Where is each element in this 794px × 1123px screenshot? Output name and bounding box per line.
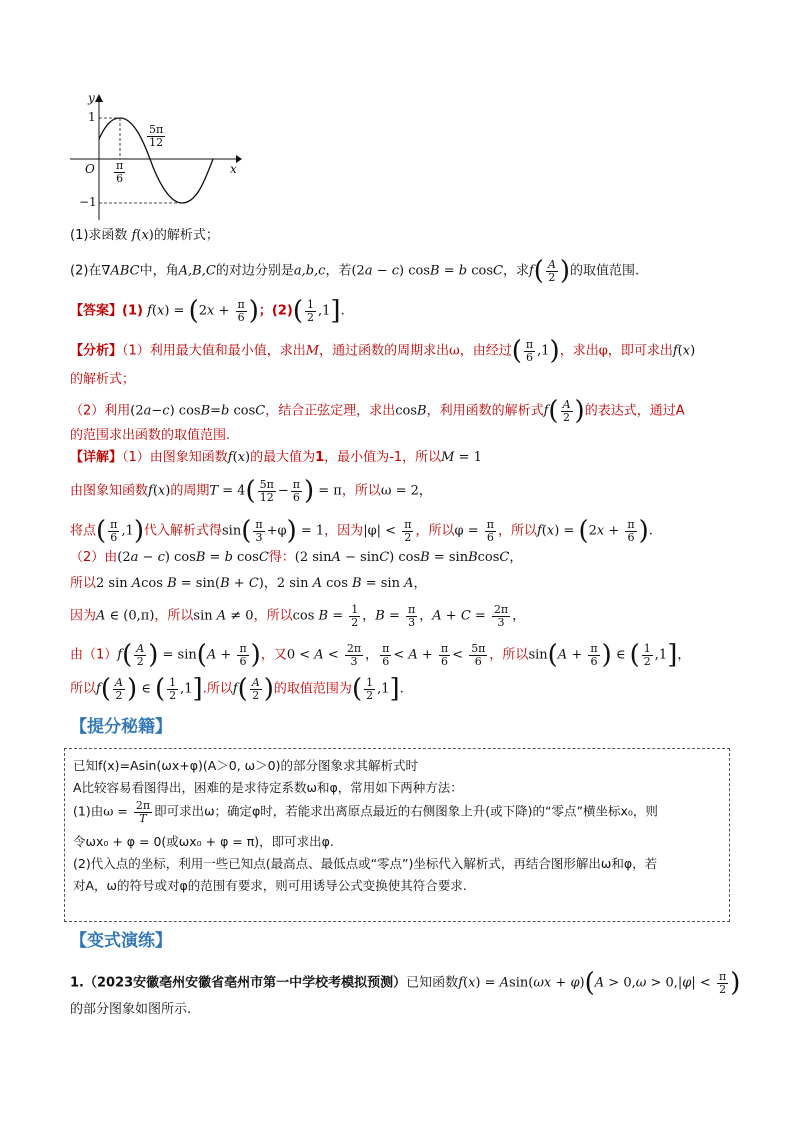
detail-line-1: 【详解】（1）由图象知函数f(x)的最大值为1，最小值为-1，所以M = 1 [70, 450, 482, 465]
analysis-10: 的表达式，通过A [584, 403, 685, 419]
frac-num: π [116, 159, 124, 172]
q2-b: 中，角 [139, 263, 179, 279]
detail-22: 所以 [70, 681, 97, 697]
detail-label: 【详解】 [70, 450, 123, 465]
q1-tail: 的解析式； [153, 228, 219, 243]
detail-10: ，因为 [324, 523, 364, 539]
variant-heading: 【变式演练】 [70, 931, 172, 951]
tips-line-2: A比较容易看图得出，困难的是求待定系数ω和φ，常用如下两种方法： [73, 780, 463, 795]
detail-line-3: 将点( $\frac{\pi}{6}$ ,1)代入解析式得sin( $\frac{\pi}{3}$ +φ) = 1，因为|φ| < $\frac{\pi}{2}$ ，所以φ = $\frac{\pi}{6}$ ，所以f(x) = (2x + $\frac{\pi}{6}$ ). [70, 516, 653, 546]
answer-line: 【答案】(1) f(x) = (2x + $\frac{\pi}{6}$ )；(2)( $\frac{1}{2}$ ,1]. [70, 296, 345, 326]
analysis-3: ，由经过 [459, 343, 512, 359]
analysis-label: 【分析】 [70, 343, 123, 359]
frac-num: 5π [149, 123, 164, 136]
answer-label: 【答案】 [70, 303, 123, 319]
detail-line-2: 由图象知函数f(x)的周期T = 4( $\frac{5\pi}{12}$ − $\frac{\pi}{6}$ ) = π，所以ω = 2， [70, 476, 432, 506]
analysis-9: ，利用函数的解析式 [426, 403, 544, 419]
detail-12: ，所以 [497, 523, 537, 539]
detail-24: 的取值范围为 [273, 681, 352, 697]
analysis-1: （1）利用最大值和最小值，求出 [122, 343, 306, 359]
graph-y-label: y [88, 91, 95, 105]
tips-heading: 【提分秘籍】 [70, 717, 172, 737]
analysis-4: ，求出 [559, 343, 599, 359]
detail-line-5: 所以2 sin Acos B = sin(B + C)，2 sin A cos B = sin A， [70, 576, 427, 591]
tips-line-3: (1)由ω = $\frac{2\pi}{T}$ 即可求出ω；确定φ时，若能求出离原点最近的右侧图象上升(或下降)的“零点”横坐标x₀，则 [73, 799, 658, 825]
detail-line-8: 所以f( $\frac{A}{2}$ ) ∈ ( $\frac{1}{2}$ ,1].所以f( $\frac{A}{2}$ )的取值范围为( $\frac{1}{2}$ ,1]. [70, 674, 404, 704]
detail-18: ，所以 [253, 608, 293, 624]
tips-3a: (1)由 [73, 803, 104, 819]
analysis-line-3: （2）利用(2a−c) cosB=b cosC，结合正弦定理，求出cosB，利用函数的解析式f( $\frac{A}{2}$ )的表达式，通过A [70, 396, 685, 426]
detail-6: 的周期 [170, 483, 210, 499]
frac-den: 6 [116, 171, 124, 185]
analysis-8: ，结合正弦定理，求出 [265, 403, 396, 419]
tips-line-5: (2)代入点的坐标，利用一些已知点(最高点、最低点或“零点”)坐标代入解析式，再结合图形解出ω和φ，若 [73, 856, 658, 871]
detail-1: （1）由图象知函数 [122, 450, 228, 465]
analysis-line-2: 的解析式； [70, 372, 136, 387]
detail-17: ，所以 [154, 608, 194, 624]
q1-text: (1)求函数 [70, 228, 128, 243]
analysis-7: （2）利用 [70, 403, 131, 419]
q2-a: (2)在 [70, 263, 102, 279]
detail-3: ，最小值为 [324, 450, 390, 465]
q2-c: 的对边分别是 [215, 263, 294, 279]
analysis-line-4: 的范围求出函数的取值范围. [70, 428, 231, 443]
graph-x-label: x [230, 162, 237, 176]
detail-4: ，所以 [402, 450, 442, 465]
variant-1-a: 已知函数 [406, 975, 459, 991]
graph-origin-label: O [85, 162, 95, 176]
analysis-line-1: 【分析】（1）利用最大值和最小值，求出M，通过函数的周期求出ω，由经过( $\frac{\pi}{6}$ ,1)，求出φ，即可求出f(x) [70, 336, 696, 366]
detail-5: 由图象知函数 [70, 483, 149, 499]
q2-e: ，求 [502, 263, 529, 279]
analysis-5: ，即可求出 [607, 343, 673, 359]
graph-zero-x-label [145, 124, 167, 148]
graph-ymax-label: 1 [88, 110, 96, 124]
frac-den: 12 [149, 135, 164, 149]
detail-8: 将点 [70, 523, 97, 539]
detail-21: ，所以 [489, 647, 529, 663]
variant-1-line-2: 的部分图象如图所示. [70, 1002, 192, 1017]
answer-1: (1) [122, 303, 143, 319]
detail-line-4: （2）由(2a − c) cosB = b cosC得：(2 sinA − sinC) cosB = sinBcosC， [70, 550, 523, 565]
graph-peak-x-label [112, 160, 127, 184]
tips-line-6: 对A，ω的符号或对φ的范围有要求，则可用诱导公式变换使其符合要求. [73, 878, 467, 893]
detail-11: ，所以 [415, 523, 455, 539]
question-2: (2)在∇ABC中，角A,B,C的对边分别是a,b,c，若(2a − c) cosB = b cosC，求f( $\frac{A}{2}$ )的取值范围. [70, 256, 640, 286]
detail-20: ，又 [260, 647, 287, 663]
detail-16: 因为 [70, 608, 97, 624]
detail-23: .所以 [202, 681, 233, 697]
detail-2: 的最大值为 [250, 450, 316, 465]
detail-line-6: 因为A ∈ (0,π)，所以sin A ≠ 0，所以cos B = $\frac{1}{2}$ ，B = $\frac{\pi}{3}$ ，A + C = $\frac{2\pi}{3}$ ， [70, 603, 526, 629]
detail-9: 代入解析式得 [143, 523, 222, 539]
detail-15: 所以 [70, 576, 97, 591]
variant-1-line-1: 1.（2023安徽亳州安徽省亳州市第一中学校考模拟预测）已知函数f(x) = Asin(ωx + φ)(A > 0,ω > 0,|φ| < $\frac{\pi}{2}$ ) [70, 968, 741, 998]
tips-line-4: 令ωx₀ + φ = 0(或ωx₀ + φ = π)，即可求出φ. [73, 834, 334, 849]
question-1: (1)求函数 f(x)的解析式； [70, 228, 219, 243]
detail-13: （2）由 [70, 550, 118, 565]
variant-1-prefix: 1.（2023安徽亳州安徽省亳州市第一中学校考模拟预测） [70, 975, 407, 991]
graph-ymin-label: −1 [79, 195, 97, 209]
detail-7: ，所以 [341, 483, 381, 499]
answer-2: ；(2) [258, 303, 293, 319]
tips-3b: 即可求出ω；确定φ时，若能求出离原点最近的右侧图象上升(或下降)的“零点”横坐标x₀，则 [154, 803, 658, 819]
q2-f: 的取值范围. [570, 263, 640, 279]
q2-d: ，若 [325, 263, 352, 279]
analysis-2: ，通过函数的周期求出 [319, 343, 450, 359]
tips-line-1: 已知f(x)=Asin(ωx+φ)(A＞0, ω＞0)的部分图象求其解析式时 [73, 758, 418, 773]
detail-line-7: 由（1）f( $\frac{A}{2}$ ) = sin(A + $\frac{\pi}{6}$ )，又0 < A < $\frac{2\pi}{3}$ ， $\frac{\pi}{6}$ < A + $\frac{\pi}{6}$ < $\frac{5\pi}{6}$ ，所以sin(A + $\frac{\pi}{6}$ ) ∈ ( $\frac{1}{2}$ ,1]， [70, 640, 691, 670]
detail-19: 由（1） [70, 647, 118, 663]
detail-14: 得： [268, 550, 295, 565]
